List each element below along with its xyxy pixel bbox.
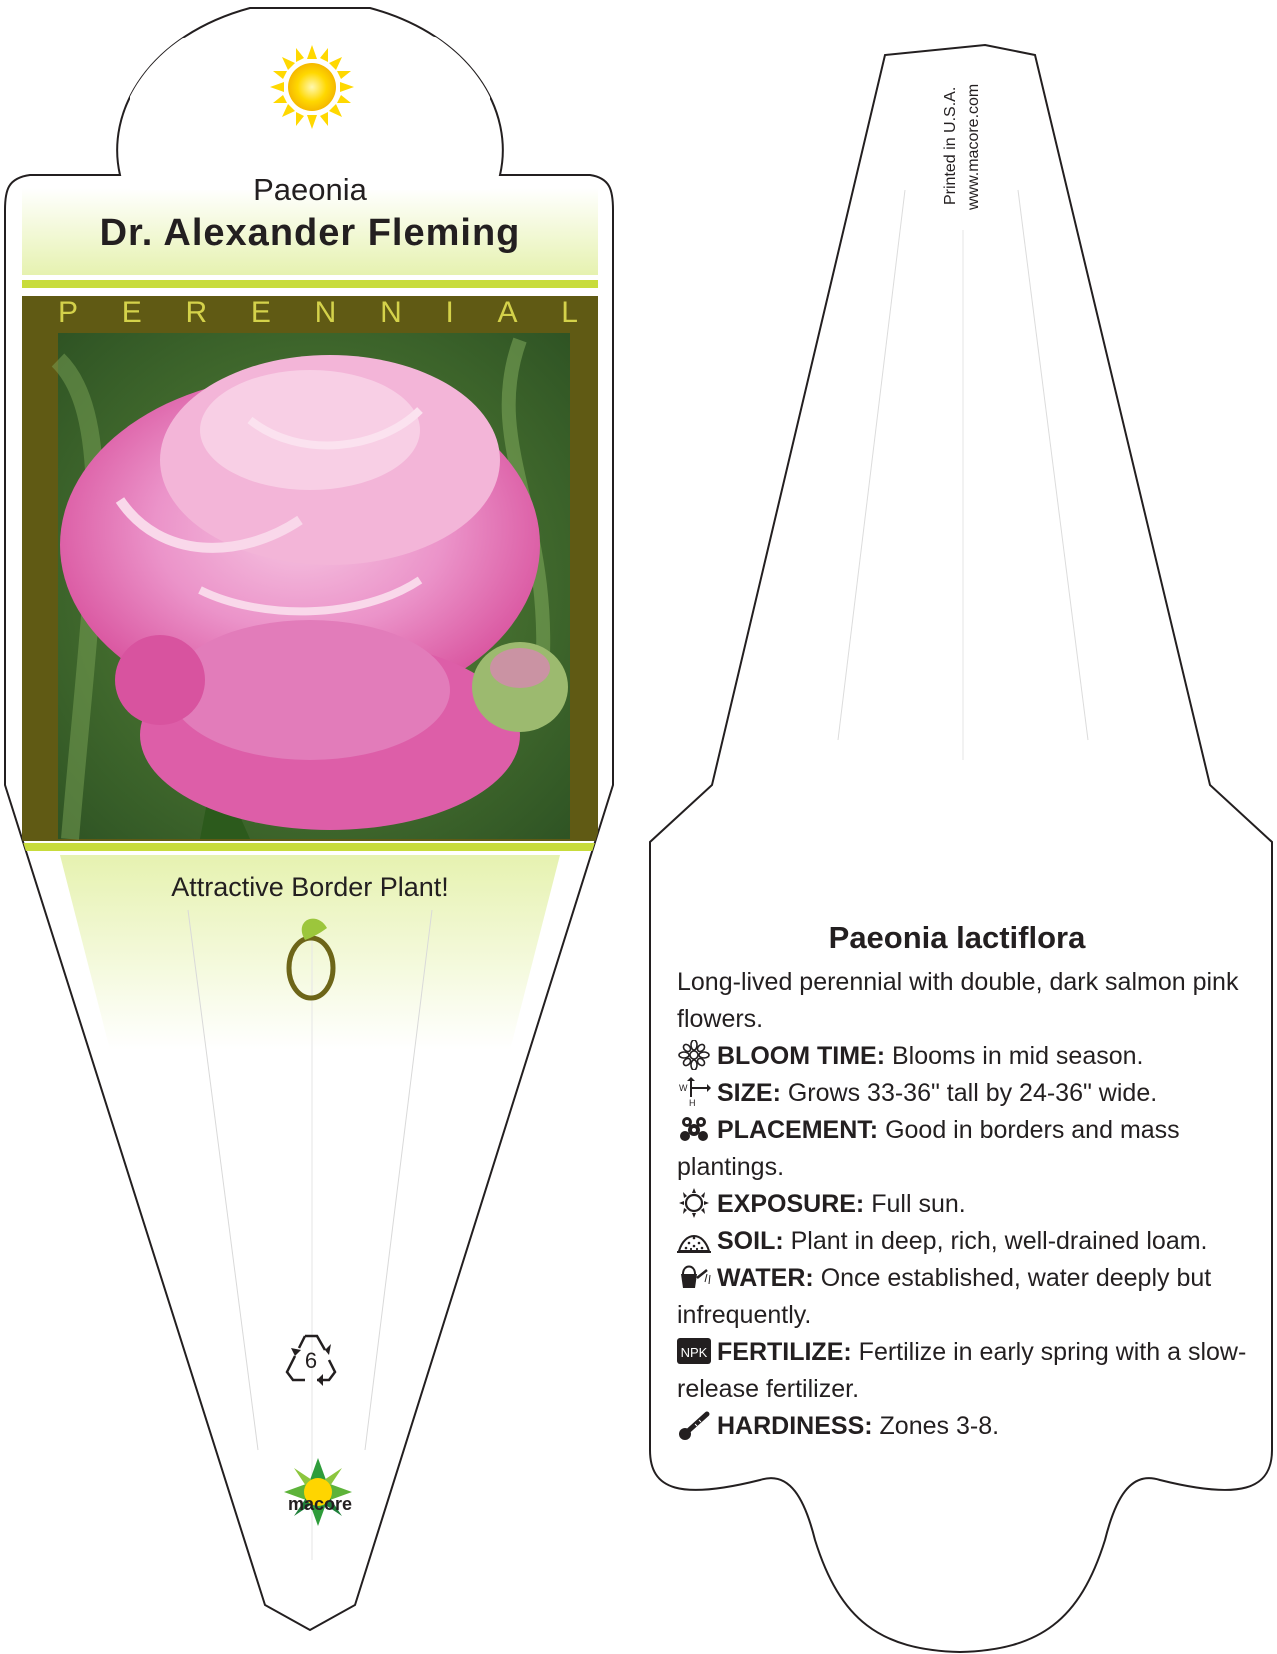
svg-text:H: H: [689, 1098, 696, 1107]
water-text: Once established, water deeply but infrequently.: [677, 1264, 1212, 1329]
tagline: Attractive Border Plant!: [171, 872, 449, 902]
plant-type-letter: E: [121, 296, 142, 329]
plant-type-letter: A: [497, 296, 518, 329]
exposure-label: EXPOSURE:: [717, 1190, 865, 1218]
thermometer-icon: [677, 1410, 711, 1440]
bloom-time-label: BLOOM TIME:: [717, 1042, 886, 1070]
svg-text:NPK: NPK: [680, 1345, 708, 1360]
fertilize-text: Fertilize in early spring with a slow-release fertilizer.: [677, 1338, 1247, 1403]
species-name: Paeonia lactiflora: [828, 920, 1086, 955]
size-text: Grows 33-36" tall by 24-36" wide.: [787, 1079, 1158, 1107]
sun-icon: [270, 45, 354, 129]
plant-type-label: [58, 296, 578, 330]
plant-description: Long-lived perennial with double, dark salmon pink flowers.: [677, 968, 1239, 1033]
placement-row: [677, 1112, 1247, 1186]
printed-in-label: Printed in U.S.A.: [942, 86, 959, 205]
brand-name: macore: [287, 1494, 353, 1514]
soil-text: Plant in deep, rich, well-drained loam.: [790, 1227, 1208, 1255]
size-arrows-icon: [677, 1077, 711, 1107]
bloom-time-text: Blooms in mid season.: [891, 1042, 1144, 1070]
exposure-row: [677, 1186, 1247, 1223]
hardiness-text: Zones 3-8.: [879, 1412, 1000, 1440]
water-row: [677, 1260, 1247, 1334]
plant-type-letter: L: [561, 296, 578, 329]
svg-text:W: W: [679, 1083, 688, 1093]
hardiness-row: [677, 1408, 1247, 1445]
soil-mound-icon: [677, 1225, 711, 1255]
bloom-time-row: [677, 1038, 1247, 1075]
macore-logo-icon: [284, 1458, 352, 1526]
recycle-code: 6: [304, 1348, 318, 1373]
genus-name: Paeonia: [253, 172, 367, 207]
plant-type-letter: P: [58, 296, 79, 329]
flower-cluster-icon: [677, 1114, 711, 1144]
fertilize-row: [677, 1334, 1247, 1408]
placement-label: PLACEMENT:: [717, 1116, 879, 1144]
website-label: www.macore.com: [965, 83, 982, 210]
flower-icon: [677, 1040, 711, 1070]
npk-icon: [677, 1336, 711, 1366]
plant-type-letter: N: [314, 296, 337, 329]
water-label: WATER:: [717, 1264, 814, 1292]
exposure-text: Full sun.: [871, 1190, 966, 1218]
care-info: [677, 920, 1247, 1445]
fertilize-label: FERTILIZE:: [717, 1338, 852, 1366]
plant-type-letter: N: [380, 296, 402, 329]
hardiness-label: HARDINESS:: [717, 1412, 873, 1440]
plant-type-letter: E: [250, 296, 271, 329]
sun-outline-icon: [677, 1188, 711, 1218]
plant-type-letter: I: [445, 296, 454, 329]
placement-text: Good in borders and mass plantings.: [677, 1116, 1180, 1181]
soil-label: SOIL:: [717, 1227, 784, 1255]
watering-can-icon: [677, 1262, 711, 1292]
size-label: SIZE:: [717, 1079, 781, 1107]
cultivar-name: Dr. Alexander Fleming: [99, 212, 521, 254]
soil-row: [677, 1223, 1247, 1260]
size-row: [677, 1075, 1247, 1112]
peony-photo: [58, 333, 570, 839]
plant-type-letter: R: [185, 296, 208, 329]
